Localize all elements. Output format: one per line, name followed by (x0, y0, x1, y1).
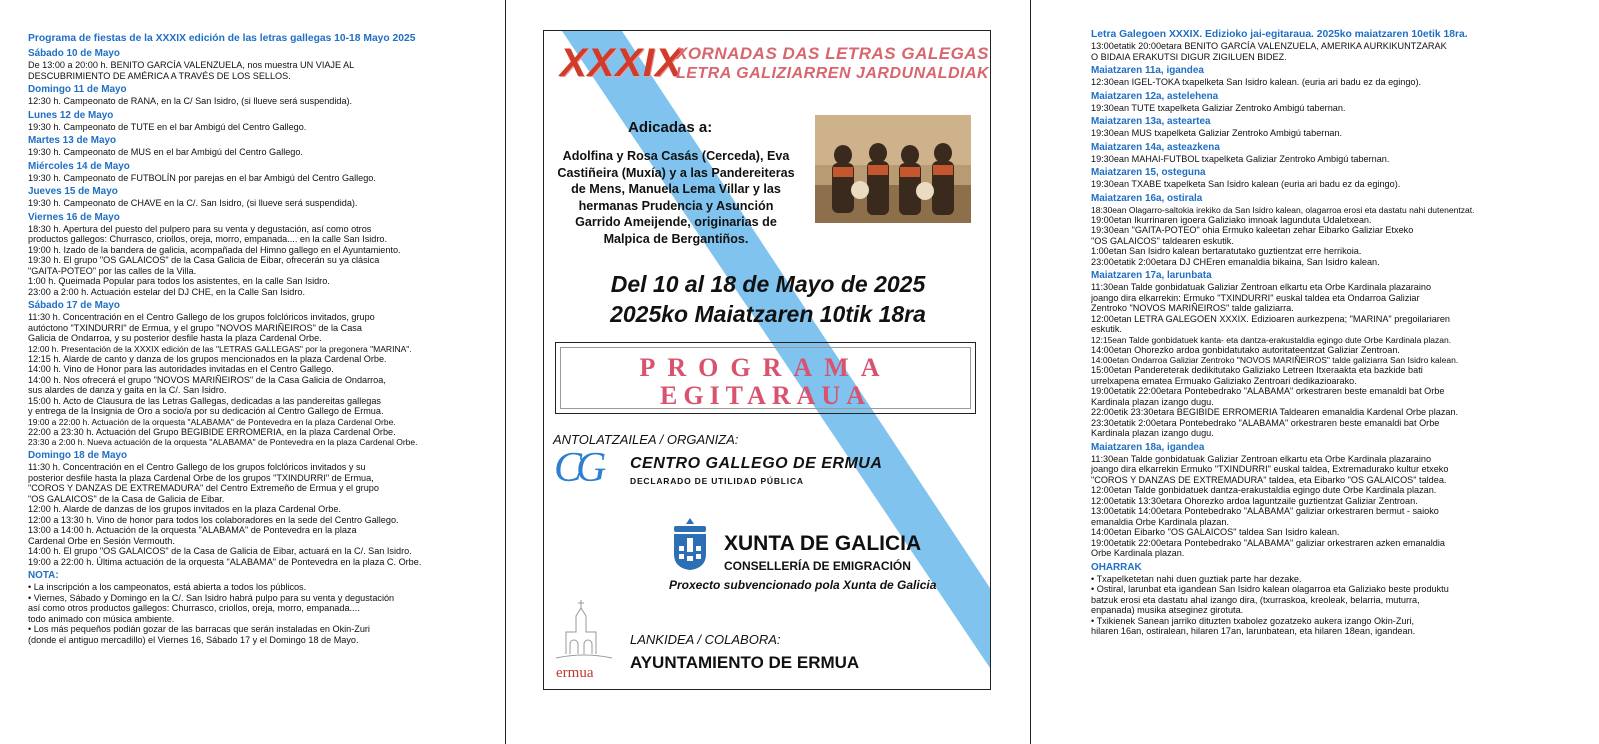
program-line: Orbe Kardinala plazan. (1091, 548, 1185, 558)
programa-title: PROGRAMA (639, 353, 892, 382)
program-line: 19:00 a 22:00 h. Última actuación de la orquesta "ALABAMA" de Pontevedra en la plaza C. Orbe. (28, 556, 422, 567)
program-line: Galicia de Ondarroa, y su posterior desfile hasta la plaza Cardenal Orbe. (28, 333, 322, 343)
program-line: 19:00etatik 22:00etara Pontebedrako "ALABAMA" galiziar orkestraren azken emanaldia (1091, 537, 1445, 548)
program-line: y entrega de la Insignia de Oro a socio/a por su dedicación al Centro Gallego de Ermua. (28, 406, 384, 416)
program-line: 19:30ean "GAITA-POTEO" ohia Ermuko kaleetan zehar Eibarko Galiziar Etxeko (1091, 225, 1414, 235)
dates-spanish: Del 10 al 18 de Mayo de 2025 (610, 271, 926, 297)
dedication-line: hermanas Prudencia y Asunción (578, 198, 774, 213)
program-line: 11:30 h. Concentración en el Centro Gallego de los grupos folclóricos invitados, grupo (28, 312, 375, 322)
program-line: 12:15ean Talde gonbidatuek kanta- eta dantza-erakustaldia egingo dute Orbe Kardinala plazan. (1091, 334, 1452, 345)
program-line: 22:00etik 23:30etara BEGIBIDE ERROMERIA Taldearen emanaldia Kardenal Orbe plazan. (1091, 407, 1459, 417)
ayuntamiento-name: AYUNTAMIENTO DE ERMUA (630, 653, 860, 672)
program-line: DESCUBRIMIENTO DE AMÉRICA A TRAVÉS DE LOS SELLOS. (28, 70, 291, 81)
day-heading: Maiatzaren 13a, asteartea (1091, 116, 1211, 127)
dedication-line: Garrido Ameijende, originarias de (575, 215, 777, 229)
day-heading: NOTA: (28, 570, 59, 581)
program-line: De 13:00 a 20:00 h. BENITO GARCÍA VALENZUELA, nos muestra UN VIAJE AL (28, 60, 355, 70)
program-line: 1:00 h. Queimada Popular para todos los asistentes, en la calle San Isidro. (28, 276, 330, 286)
program-line: 14:00etan Eibarko "OS GALAICOS" taldea San Isidro kalean. (1091, 527, 1340, 537)
program-line: posterior desfile hasta la plaza Cardenal Orbe de los grupos "TXINDURRI" de Ermua, (28, 472, 374, 483)
program-line: 14:00 h. Nos ofrecerá el grupo "NOVOS MARIÑEIROS" de la Casa Galicia de Ondarroa, (28, 374, 386, 385)
program-line: 12:00etatik 13:30etara Ohorezko ardoa laguntzaile guztientzat Galiziar Zentroan. (1091, 495, 1418, 506)
day-heading: OHARRAK (1091, 561, 1142, 573)
program-line: 12:15 h. Alarde de canto y danza de los grupos mencionados en la plaza Cardenal Orbe. (28, 353, 387, 364)
ermua-church-logo (554, 594, 614, 664)
program-line: Kardinala plazan izango dugu. (1091, 396, 1214, 407)
program-line: 19:00 a 22:00 h. Actuación de la orquesta "ALABAMA" de Pontevedra en la plaza Cardenal Orbe. (28, 416, 396, 427)
program-line: 11:30 h. Concentración en el Centro Gallego de los grupos folclóricos invitados y su (28, 462, 366, 472)
program-line: batzuk erosi eta dastatu ahal izango dira, (txurraskoa, kreoleak, belarria, muturra, (1091, 594, 1420, 605)
program-line: • Viernes, Sábado y Domingo en la C/. San Isidro habrá pulpo para su venta y degustación (28, 592, 395, 603)
centro-gallego-logo: CG (554, 445, 601, 491)
program-line: así como otros productos gallegos: Churrasco, criollos, oreja, morro, empanada.... (28, 603, 360, 613)
edition-roman-numeral: XXXIX (560, 41, 683, 85)
program-line: 14:00etan Ohorezko ardoa gonbidatutako autoritateentzat Galiziar Zentroan. (1091, 344, 1400, 355)
program-line: 12:00 a 13:30 h. Vino de honor para todos los colaboradores en la sede del Centro Gallego. (28, 514, 399, 525)
program-line: 12:00etan Talde gonbidatuek dantza-erakustaldia egingo dute Orbe Kardinala plazan. (1091, 485, 1437, 495)
program-line: O BIDAIA ERAKUTSI DIGUR ZIGILUEN BIDEZ. (1091, 51, 1287, 62)
program-line: 13:00 a 14:00 h. Actuación de la orquesta "ALABAMA" de Pontevedra en la plaza (28, 525, 357, 535)
program-line: 11:30ean Talde gonbidatuak Galiziar Zentroan elkartu eta Orbe Kardinala plazaraino (1091, 453, 1432, 464)
program-line: "COROS Y DANZAS DE EXTREMADURA" del Centro Extremeño de Ermua y el grupo (28, 483, 379, 493)
program-line: 14:00 h. Vino de Honor para las autoridades invitadas en el Centro Gallego. (28, 364, 334, 374)
right-panel (1091, 0, 1591, 744)
cover-panel (543, 30, 991, 690)
program-line: 19:30 h. Campeonato de FUTBOLÍN por parejas en el bar Ambigú del Centro Gallego. (28, 172, 376, 183)
program-line: Cardenal Orbe en Sesión Vermouth. (28, 535, 175, 546)
day-heading: Viernes 16 de Mayo (28, 211, 120, 223)
program-line: 22:00 a 23:30 h. Actuación del Grupo BEGIBIDE ERROMERIA, en la plaza Cardenal Orbe. (28, 426, 396, 437)
program-line: 18:30ean Olagarro-saltokia irekiko da San Isidro kalean, olagarroa erosi eta dastatu nahi dutenentzat. (1091, 204, 1475, 215)
fold-line-left (505, 0, 506, 744)
dedication-line: Castiñeira (Muxía) y a las Pandereiteras (557, 165, 795, 180)
spanish-program-text (28, 31, 498, 645)
program-line: enpanada) musika atseginez girotuta. (1091, 605, 1244, 615)
program-line: emanaldia Orbe Kardinala plazan. (1091, 516, 1229, 527)
program-line: todo animado con música ambiente. (28, 613, 175, 624)
program-line: joango dira elkarrekin Ermuko "TXINDURRI" euskal taldea, Extremadurako kultur etxeko (1091, 464, 1449, 474)
program-line: eskutik. (1091, 324, 1122, 334)
program-line: 12:30ean IGEL-TOKA txapelketa San Isidro kalean. (euria ari badu ez da egingo). (1091, 77, 1422, 87)
program-line: 23:00etatik 2:00etara DJ CHEren emanaldia bikaina, San Isidro kalean. (1091, 256, 1380, 267)
program-line: 14:00 h. El grupo "OS GALAICOS" de la Casa de Galicia de Eibar, actuará en la C/. San Isidro. (28, 546, 412, 556)
centro-gallego-sub: DECLARADO DE UTILIDAD PÚBLICA (630, 476, 804, 486)
day-heading: Sábado 10 de Mayo (28, 48, 120, 59)
program-line: 13:00etatik 20:00etara BENITO GARCÍA VALENZUELA, AMERIKA AURKIKUNTZARAK (1091, 41, 1447, 51)
day-heading: Domingo 11 de Mayo (28, 84, 127, 95)
dedication-line: de Mens, Manuela Lema Villar y las (571, 182, 781, 196)
program-line: 15:00etan Pandereterak dedikitutako Galiziako Letreen Itxeraakta eta bazkide bati (1091, 365, 1423, 375)
program-line: 18:30 h. Apertura del puesto del pulpero para su venta y degustación, así como otros (28, 223, 372, 234)
programa-box (555, 342, 976, 414)
program-line: 11:30ean Talde gonbidatuak Galiziar Zentroan elkartu eta Orbe Kardinala plazaraino (1091, 282, 1432, 292)
program-line: 19:30ean MAHAI-FUTBOL txapelketa Galiziar Zentroko Ambigú tabernan. (1091, 153, 1390, 164)
program-line: 19:30 h. Campeonato de TUTE en el bar Ambigú del Centro Gallego. (28, 121, 307, 132)
fold-line-right (1030, 0, 1031, 744)
day-heading: Lunes 12 de Mayo (28, 109, 114, 121)
program-line: "OS GALAICOS" taldearen eskutik. (1091, 235, 1234, 246)
program-title: Letra Galegoen XXXIX. Edizioko jai-egitaraua. 2025ko maiatzaren 10etik 18ra. (1091, 29, 1468, 40)
dedication-text (550, 148, 802, 247)
program-line: 19:30 h. Campeonato de CHAVE en la C/. San Isidro, (si llueve será suspendida). (28, 198, 358, 208)
program-line: Zentroko "NOVOS MARIÑEIROS" talde galiziarra. (1091, 303, 1294, 313)
xunta-shield-icon (670, 516, 710, 572)
basque-program-text (1091, 27, 1591, 637)
program-line: productos gallegos: Churrasco, criollos, oreja, morro, empanada.... en la calle San Isidro. (28, 234, 387, 244)
program-line: 13:00etatik 14:00etara Pontebedrako "ALABAMA" galiziar orkestraren bermut - saioko (1091, 506, 1439, 516)
day-heading: Sábado 17 de Mayo (28, 300, 120, 311)
program-line: • Txapelketetan nahi duen guztiak parte har dezake. (1091, 573, 1302, 584)
dedicated-label: Adicadas a: (628, 119, 713, 136)
centro-gallego-name: CENTRO GALLEGO DE ERMUA (630, 455, 883, 472)
program-line: 14:00etan Ondarroa Galiziar Zentroko "NOVOS MARIÑEIROS" talde galiziarra San Isidro kalean. (1091, 355, 1459, 365)
program-line: 19:00etatik 22:00etara Pontebedrako "ALABAMA" orkestraren beste emanaldi bat Orbe (1091, 386, 1445, 396)
day-heading: Maiatzaren 15, osteguna (1091, 167, 1206, 178)
program-line: urrelxapena ematea Ermuako Galiziako Zentroari dedikazioarako. (1091, 375, 1357, 386)
program-line: 23:30 a 2:00 h. Nueva actuación de la orquesta "ALABAMA" de Pontevedra en la plaza Cardenal Orbe. (28, 437, 418, 447)
program-line: 19:30ean TUTE txapelketa Galiziar Zentroko Ambigú tabernan. (1091, 102, 1346, 113)
program-line: 19:30ean MUS txapelketa Galiziar Zentroko Ambigú tabernan. (1091, 128, 1343, 138)
program-line: 23:30etatik 2:00etara Pontebedrako "ALABAMA" orkestraren beste emanaldi bat Orbe (1091, 417, 1440, 428)
day-heading: Jueves 15 de Mayo (28, 186, 118, 197)
program-line: • Los más pequeños podián gozar de las barracas que serán instaladas en Okin-Zuri (28, 624, 370, 634)
program-line: 12:00 h. Alarde de danzas de los grupos invitados en la plaza Cardenal Orbe. (28, 504, 341, 514)
egitaraua-title: EGITARAUA (660, 381, 871, 410)
program-line: "GAITA-POTEO" por las calles de la Villa. (28, 265, 197, 276)
program-line: 1:00etan San Isidro kalean bertaratutako guztientzat erre herrikoia. (1091, 246, 1362, 256)
pandereteiras-photo (815, 115, 971, 223)
day-heading: Domingo 18 de Mayo (28, 450, 128, 461)
ermua-logo-text: ermua (556, 665, 594, 681)
xunta-name: XUNTA DE GALICIA (724, 532, 922, 555)
day-heading: Maiatzaren 18a, igandea (1091, 441, 1205, 453)
dates-basque: 2025ko Maiatzaren 10tik 18ra (610, 301, 926, 327)
day-heading: Maiatzaren 16a, ostirala (1091, 192, 1203, 204)
program-line: 15:00 h. Acto de Clausura de las Letras Gallegas, dedicadas a las pandereitas gallegas (28, 395, 381, 406)
title-basque: LETRA GALIZIARREN JARDUNALDIAK (676, 65, 990, 82)
program-line: 19:30ean TXABE txapelketa San Isidro kalean (euria ari badu ez da egingo). (1091, 179, 1401, 189)
day-heading: Maiatzaren 17a, larunbata (1091, 270, 1212, 281)
program-line: 19:00etan Ikurrinaren igoera Galiziako imnoak lagunduta Udaletxean. (1091, 214, 1372, 225)
program-line: • Ostiral, larunbat eta igandean San Isidro kalean olagarroa eta Galiziako beste produktu (1091, 584, 1449, 594)
left-panel (28, 0, 498, 744)
organiza-label: ANTOLATZAILEA / ORGANIZA: (553, 432, 739, 447)
program-line: 12:00 h. Presentación de la XXXIX edición de las "LETRAS GALLEGAS" por la pregonera "MARINA". (28, 343, 412, 354)
program-line: "COROS Y DANZAS DE EXTREMADURA" taldea, eta Eibarko "OS GALAICOS" taldea. (1091, 474, 1447, 485)
program-line: 23:00 a 2:00 h. Actuación estelar del DJ CHE, en la Calle San Isidro. (28, 286, 305, 297)
dedication-line: Adolfina y Rosa Casás (Cerceda), Eva (562, 149, 790, 163)
program-line: 19:00 h. Izado de la bandera de galicia, acompañada del Himno gallego en el Ayuntamiento. (28, 244, 401, 255)
program-line: joango dira elkarrekin: Ermuko "TXINDURRI" euskal taldea eta Ondarroa Galiziar (1091, 292, 1420, 303)
colabora-label: LANKIDEA / COLABORA: (630, 632, 781, 647)
program-line: "OS GALAICOS" de la Casa de Galicia de Eibar. (28, 493, 225, 504)
program-line: autóctono "TXINDURRI" de Ermua, y el grupo "NOVOS MARIÑEIROS" de la Casa (28, 322, 362, 333)
program-line: (donde el antiguo mercadillo) el Viernes 16, Sábado 17 y el Domingo 18 de Mayo. (28, 634, 359, 645)
program-line: 12:00etan LETRA GALEGOEN XXXIX. Edizioaren aurkezpena; "MARINA" pregoilariaren (1091, 313, 1450, 324)
day-heading: Martes 13 de Mayo (28, 135, 117, 146)
day-heading: Maiatzaren 12a, astelehena (1091, 90, 1219, 102)
day-heading: Maiatzaren 11a, igandea (1091, 65, 1204, 76)
dedication-line: Malpica de Bergantiños. (603, 231, 749, 246)
program-line: sus alardes de danza y gaita en la C/. San Isidro. (28, 385, 227, 395)
program-line: • Txikienek Sanean jarriko dituzten txabolez gozatzeko aukera izango Okin-Zuri, (1091, 615, 1415, 626)
xunta-note: Proxecto subvencionado pola Xunta de Galicia (669, 578, 937, 592)
program-title: Programa de fiestas de la XXXIX edición de las letras gallegas 10-18 Mayo 2025 (28, 33, 416, 44)
program-line: hilaren 16an, ostiralean, hilaren 17an, larunbatean, eta hilaren 18ean, igandean. (1091, 626, 1416, 636)
program-line: 12:30 h. Campeonato de RANA, en la C/ San Isidro, (si llueve será suspendida). (28, 96, 353, 106)
program-line: • La inscripción a los campeonatos, está abierta a todos los públicos. (28, 582, 307, 592)
xunta-department: CONSELLERÍA DE EMIGRACIÓN (724, 559, 911, 573)
day-heading: Maiatzaren 14a, asteazkena (1091, 141, 1220, 153)
title-galician: XORNADAS DAS LETRAS GALEGAS (676, 44, 989, 63)
program-line: Kardinala plazan izango dugu. (1091, 428, 1214, 438)
program-line: 19:30 h. El grupo "OS GALAICOS" de la Casa Galicia de Eibar, ofrecerán su ya clásica (28, 255, 380, 265)
day-heading: Miércoles 14 de Mayo (28, 160, 130, 172)
program-line: 19:30 h. Campeonato de MUS en el bar Ambigú del Centro Gallego. (28, 147, 303, 157)
